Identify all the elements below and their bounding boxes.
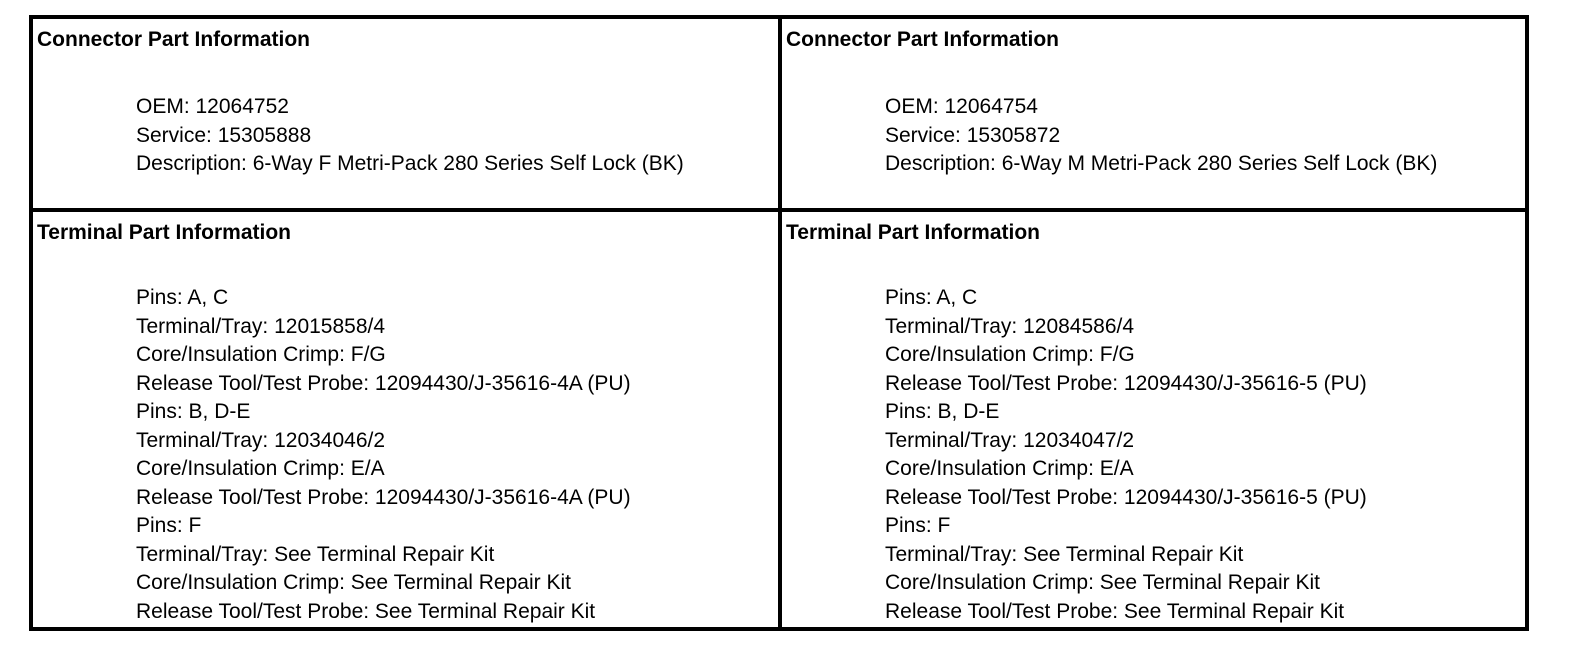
detail-line: Release Tool/Test Probe: See Terminal Repair Kit [136, 599, 596, 623]
detail-line: Release Tool/Test Probe: 12094430/J-35616-5 (PU) [885, 371, 1367, 395]
detail-line: Release Tool/Test Probe: 12094430/J-35616-4A (PU) [136, 371, 631, 395]
detail-line: Pins: B, D-E [885, 400, 1000, 423]
detail-line: Core/Insulation Crimp: See Terminal Repair Kit [136, 571, 571, 594]
connector-left-cell [33, 19, 778, 208]
detail-line: Core/Insulation Crimp: E/A [885, 457, 1134, 480]
detail-line: Terminal/Tray: 12015858/4 [136, 314, 386, 338]
detail-line: OEM: 12064754 [885, 95, 1038, 118]
detail-line: Terminal/Tray: See Terminal Repair Kit [136, 542, 495, 566]
terminal-left-details [136, 284, 631, 626]
detail-line: Terminal/Tray: 12034047/2 [885, 428, 1135, 452]
terminal-right-heading: Terminal Part Information [786, 221, 1040, 244]
detail-line: Terminal/Tray: See Terminal Repair Kit [885, 542, 1244, 566]
connector-left-heading: Connector Part Information [37, 28, 311, 51]
connector-left-details [136, 93, 756, 179]
connector-info-table [29, 15, 1529, 631]
detail-line: Release Tool/Test Probe: 12094430/J-35616-5 (PU) [885, 485, 1367, 509]
detail-line: Core/Insulation Crimp: F/G [885, 343, 1135, 366]
detail-line: Pins: F [136, 514, 202, 537]
detail-line: Service: 15305872 [885, 123, 1061, 147]
detail-line: Terminal/Tray: 12034046/2 [136, 428, 386, 452]
detail-line: OEM: 12064752 [136, 95, 289, 118]
connector-right-heading: Connector Part Information [786, 28, 1060, 51]
detail-line: Core/Insulation Crimp: E/A [136, 457, 385, 480]
detail-line: Terminal/Tray: 12084586/4 [885, 314, 1135, 338]
detail-line: Core/Insulation Crimp: F/G [136, 343, 386, 366]
terminal-right-details [885, 284, 1367, 626]
detail-line: Core/Insulation Crimp: See Terminal Repair Kit [885, 571, 1320, 594]
terminal-left-heading: Terminal Part Information [37, 221, 291, 244]
detail-line: Pins: F [885, 514, 951, 537]
detail-line: Release Tool/Test Probe: See Terminal Repair Kit [885, 599, 1345, 623]
detail-line: Pins: B, D-E [136, 400, 251, 423]
detail-line: Description: 6-Way M Metri-Pack 280 Series Self Lock (BK) [885, 152, 1438, 175]
detail-line: Description: 6-Way F Metri-Pack 280 Series Self Lock (BK) [136, 152, 684, 175]
detail-line: Pins: A, C [885, 286, 978, 309]
terminal-right-cell [782, 212, 1525, 627]
terminal-left-cell [33, 212, 778, 627]
detail-line: Service: 15305888 [136, 123, 312, 147]
detail-line: Pins: A, C [136, 286, 229, 309]
connector-right-cell [782, 19, 1525, 208]
detail-line: Release Tool/Test Probe: 12094430/J-35616-4A (PU) [136, 485, 631, 509]
connector-right-details [885, 93, 1505, 179]
